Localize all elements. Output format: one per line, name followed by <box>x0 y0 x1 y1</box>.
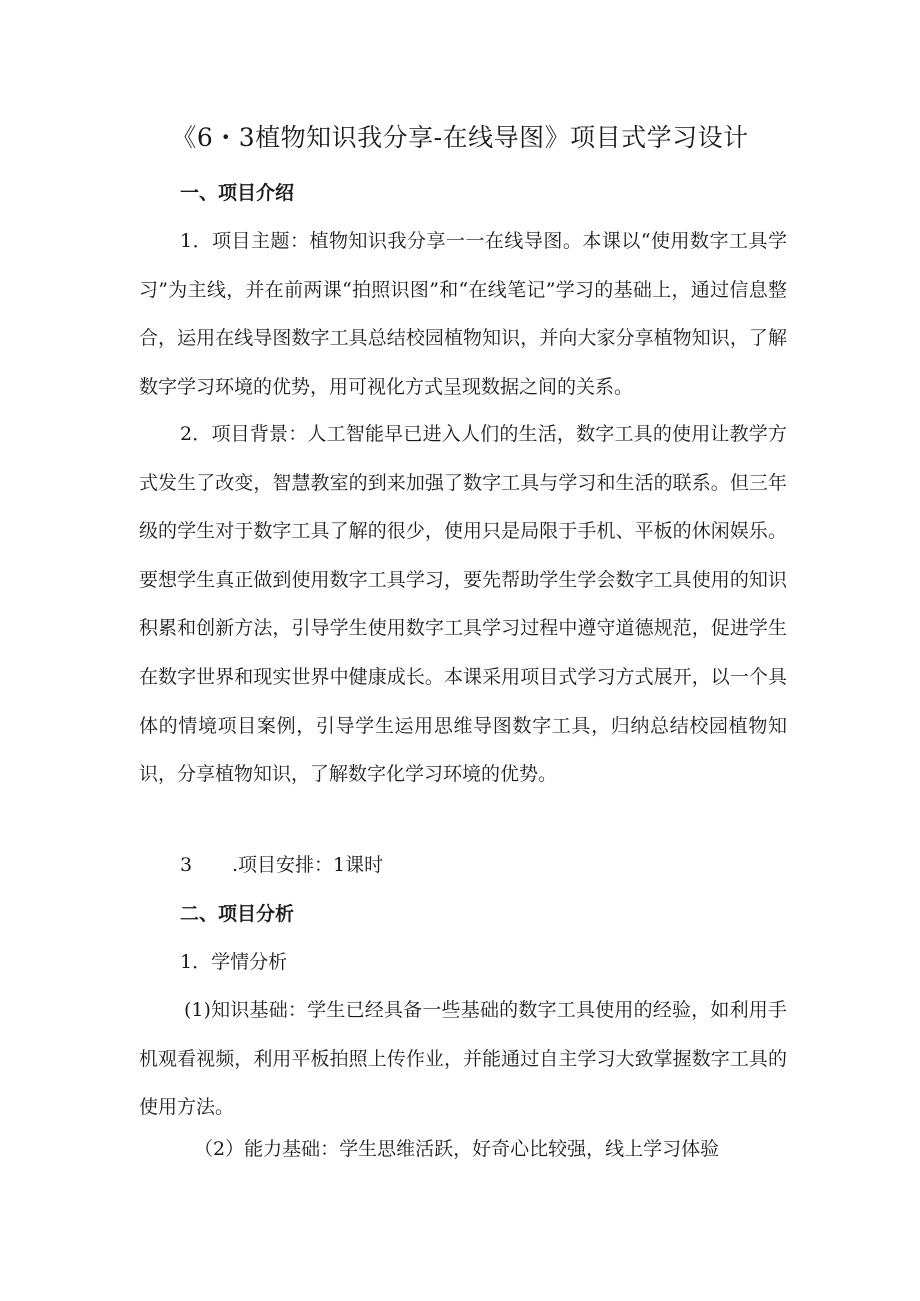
paragraph-knowledge-basis: (1)知识基础：学生已经具备一些基础的数字工具使用的经验，如利用手机观看视频，利用平板拍照上传作业，并能通过自主学习大致掌握数字工具的使用方法。 <box>139 999 787 1119</box>
paragraph-ability-basis: （2）能力基础：学生思维活跃，好奇心比较强，线上学习体验 <box>194 1138 720 1160</box>
item-number-schedule: 3 <box>180 854 193 876</box>
document-title: 《6・3植物知识我分享-在线导图》项目式学习设计 <box>171 123 749 152</box>
section-heading-intro: 一、项目介绍 <box>180 182 295 204</box>
paragraph-project-background: 2．项目背景：人工智能早已进入人们的生活，数字工具的使用让教学方式发生了改变，智慧教室的到来加强了数字工具与学习和生活的联系。但三年级的学生对于数字工具了解的很少，使用只是局限于手机、平板的休闲娱乐。要想学生真正做到使用数字工具学习，要先帮助学生学会数字工具使用的知识积累和创新方法，引导学生使用数字工具学习过程中遵守道德规范，促进学生在数字世界和现实世界中健康成长。本课采用项目式学习方式展开，以一个具体的情境项目案例，引导学生运用思维导图数字工具，归纳总结校园植物知识，分享植物知识，了解数字化学习环境的优势。 <box>139 423 787 786</box>
section-heading-analysis: 二、项目分析 <box>180 903 295 925</box>
paragraph-project-schedule: .项目安排：1课时 <box>232 854 384 876</box>
paragraph-project-theme: 1．项目主题：植物知识我分享一一在线导图。本课以“使用数字工具学习”为主线，并在前两课“拍照识图”和“在线笔记”学习的基础上，通过信息整合，运用在线导图数字工具总结校园植物知识，并向大家分享植物知识，了解数字学习环境的优势，用可视化方式呈现数据之间的关系。 <box>139 230 787 398</box>
subheading-learner-analysis: 1．学情分析 <box>180 951 288 973</box>
